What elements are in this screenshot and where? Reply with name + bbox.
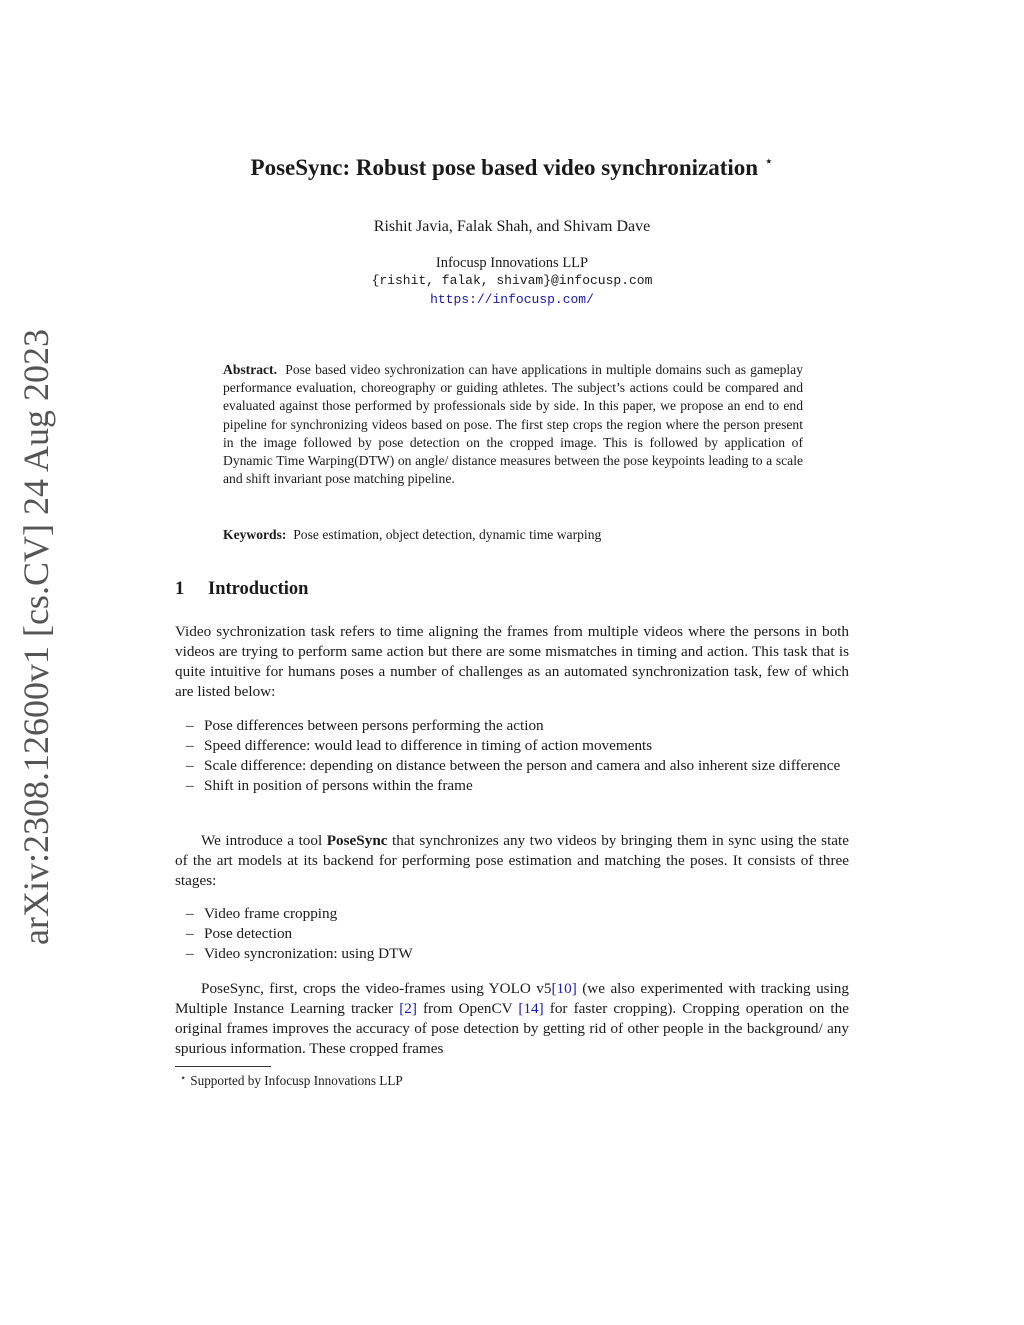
list-item: – Pose differences between persons performing the action bbox=[186, 717, 544, 734]
affiliation: Infocusp Innovations LLP bbox=[435, 255, 589, 271]
author-list: Rishit Javia, Falak Shah, and Shivam Dave bbox=[373, 218, 651, 235]
list-item: – Speed difference: would lead to difference in timing of action movements bbox=[186, 737, 653, 754]
stages-list bbox=[175, 904, 849, 964]
affiliation-url-link[interactable]: https://infocusp.com/ bbox=[430, 292, 594, 307]
arxiv-side-stamp: arXiv:2308.12600v1 [cs.CV] 24 Aug 2023 bbox=[16, 329, 56, 945]
keywords-text: Pose estimation, object detection, dynamic time warping bbox=[293, 527, 602, 542]
intro-paragraph-1: Video sychronization task refers to time aligning the frames from multiple videos where the persons in both videos are trying to perform same action but there are some mismatches in timing and action. This task that is quite intuitive for humans poses a number of challenges as an automated synchronization task, few of which are listed below: bbox=[175, 623, 849, 700]
citation-link[interactable]: [10] bbox=[551, 980, 577, 997]
author-emails: {rishit, falak, shivam}@infocusp.com bbox=[371, 273, 653, 288]
paper-title bbox=[120, 152, 904, 181]
intro-paragraph-3: PoseSync, first, crops the video-frames using YOLO v5[10] (we also experimented with tracking using Multiple Instance Learning tracker [2] from OpenCV [14] for faster cropping). Cropping operation on the original frames improves the accuracy of pose detection by getting rid of other people in the background/ any spurious information. These cropped frames bbox=[175, 980, 849, 1057]
list-item: – Scale difference: depending on distance between the person and camera and also inherent size difference bbox=[186, 757, 841, 774]
keywords-label: Keywords: bbox=[223, 527, 287, 542]
section-heading bbox=[175, 579, 308, 600]
challenges-list bbox=[175, 716, 849, 796]
title-text: PoseSync: Robust pose based video synchronization bbox=[250, 155, 759, 180]
abstract-label: Abstract. bbox=[223, 362, 277, 377]
section-number: 1 bbox=[175, 579, 185, 599]
title-footnote-mark: ⋆ bbox=[764, 154, 774, 170]
footnote-divider bbox=[175, 1066, 271, 1067]
keywords-block bbox=[223, 526, 803, 544]
section-title: Introduction bbox=[208, 579, 309, 599]
tool-name: PoseSync bbox=[326, 832, 388, 849]
footnote-text: Supported by Infocusp Innovations LLP bbox=[190, 1073, 403, 1088]
footnote bbox=[175, 1073, 403, 1089]
footnote-mark: ⋆ bbox=[180, 1073, 187, 1084]
intro-paragraph-2: We introduce a tool PoseSync that synchronizes any two videos by bringing them in sync using the state of the art models at its backend for performing pose estimation and matching the poses. It consists of three stages: bbox=[175, 832, 849, 889]
list-item: – Pose detection bbox=[186, 925, 293, 942]
abstract-text: Pose based video sychronization can have applications in multiple domains such as gameplay performance evaluation, choreography or guiding athletes. The subject’s actions could be compared and evaluated against those performed by professionals side by side. In this paper, we propose an end to end pipeline for synchronizing videos based on pose. The first step crops the region where the person present in the image followed by pose detection on the cropped image. This is followed by application of Dynamic Time Warping(DTW) on angle/ distance measures between the pose keypoints leading to a scale and shift invariant pose matching pipeline. bbox=[223, 362, 804, 487]
list-item: – Video frame cropping bbox=[186, 905, 338, 922]
list-item: – Video syncronization: using DTW bbox=[186, 945, 413, 962]
citation-link[interactable]: [2] bbox=[399, 1000, 417, 1017]
citation-link[interactable]: [14] bbox=[518, 1000, 544, 1017]
list-item: – Shift in position of persons within the frame bbox=[186, 777, 473, 794]
abstract-block bbox=[223, 361, 803, 488]
